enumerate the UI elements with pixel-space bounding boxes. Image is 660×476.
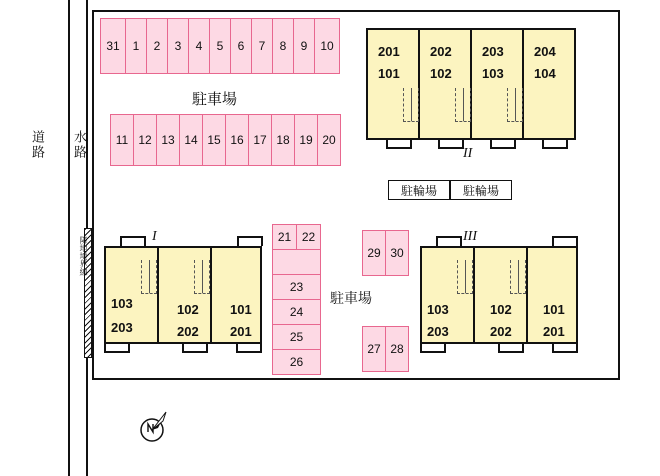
parking-space[interactable]: 27 [362,326,386,372]
entrance [237,236,263,246]
stair-icon [457,260,473,294]
room-label: 204 [534,44,556,59]
room-label: 201 [543,324,565,339]
stair-icon [403,88,419,122]
room-label: 203 [482,44,504,59]
parking-label-top: 駐車場 [192,91,238,108]
parking-space[interactable]: 7 [251,18,273,74]
building-3-divider [473,246,475,344]
parking-space[interactable]: 9 [293,18,315,74]
room-label: 102 [177,302,199,317]
building-1-name: I [152,229,157,244]
room-label: 103 [427,302,449,317]
stair-icon [194,260,210,294]
building-2-divider [522,28,524,140]
parking-space[interactable]: 13 [156,114,180,166]
entrance [420,344,446,353]
entrance [182,344,208,353]
parking-space[interactable]: 16 [225,114,249,166]
parking-space[interactable]: 1 [125,18,147,74]
building-1-divider [210,246,212,344]
room-label: 103 [111,296,133,311]
room-label: 103 [482,66,504,81]
building-2-divider [470,28,472,140]
entrance [104,344,130,353]
building-3-divider [526,246,528,344]
parking-space[interactable]: 8 [272,18,294,74]
room-label: 104 [534,66,556,81]
parking-space[interactable]: 12 [133,114,157,166]
entrance [542,140,568,149]
parking-space[interactable]: 20 [317,114,341,166]
parking-space[interactable]: 22 [296,224,321,250]
entrance [436,236,462,246]
entrance [552,236,578,246]
parking-space[interactable]: 2 [146,18,168,74]
entrance [552,344,578,353]
parking-space[interactable]: 19 [294,114,318,166]
entrance [438,140,464,149]
stair-icon [141,260,157,294]
parking-space[interactable] [272,249,321,275]
building-2-name: II [463,146,473,161]
parking-space[interactable]: 11 [110,114,134,166]
bicycle-parking-2: 駐輪場 [450,180,512,200]
parking-space[interactable]: 21 [272,224,297,250]
entrance [120,236,146,246]
parking-space[interactable]: 5 [209,18,231,74]
road-label: 道路 [30,130,45,160]
stair-icon [455,88,471,122]
road-line-left [68,0,70,476]
boundary-label: 隣地境界線 [79,236,88,276]
room-label: 101 [230,302,252,317]
parking-space[interactable]: 26 [272,349,321,375]
parking-space[interactable]: 31 [100,18,126,74]
room-label: 101 [543,302,565,317]
room-label: 202 [177,324,199,339]
room-label: 203 [111,320,133,335]
parking-space[interactable]: 28 [385,326,409,372]
room-label: 202 [430,44,452,59]
parking-space[interactable]: 6 [230,18,252,74]
parking-space[interactable]: 15 [202,114,226,166]
parking-label-mid: 駐車場 [330,290,372,306]
building-2-divider [418,28,420,140]
entrance [490,140,516,149]
parking-space[interactable]: 23 [272,274,321,300]
room-label: 203 [427,324,449,339]
parking-space[interactable]: 14 [179,114,203,166]
stair-icon [507,88,523,122]
parking-space[interactable]: 4 [188,18,210,74]
compass-icon [136,408,176,448]
entrance [386,140,412,149]
parking-space[interactable]: 30 [385,230,409,276]
entrance [236,344,262,353]
room-label: 101 [378,66,400,81]
parking-space[interactable]: 3 [167,18,189,74]
parking-space[interactable]: 10 [314,18,340,74]
entrance [498,344,524,353]
room-label: 201 [378,44,400,59]
stair-icon [510,260,526,294]
room-label: 102 [430,66,452,81]
parking-space[interactable]: 17 [248,114,272,166]
building-1-divider [157,246,159,344]
parking-space[interactable]: 18 [271,114,295,166]
bicycle-parking-1: 駐輪場 [388,180,450,200]
room-label: 202 [490,324,512,339]
room-label: 102 [490,302,512,317]
waterway-label: 水路 [72,130,87,160]
parking-space[interactable]: 29 [362,230,386,276]
parking-space[interactable]: 25 [272,324,321,350]
room-label: 201 [230,324,252,339]
parking-space[interactable]: 24 [272,299,321,325]
building-3-name: III [463,229,477,244]
